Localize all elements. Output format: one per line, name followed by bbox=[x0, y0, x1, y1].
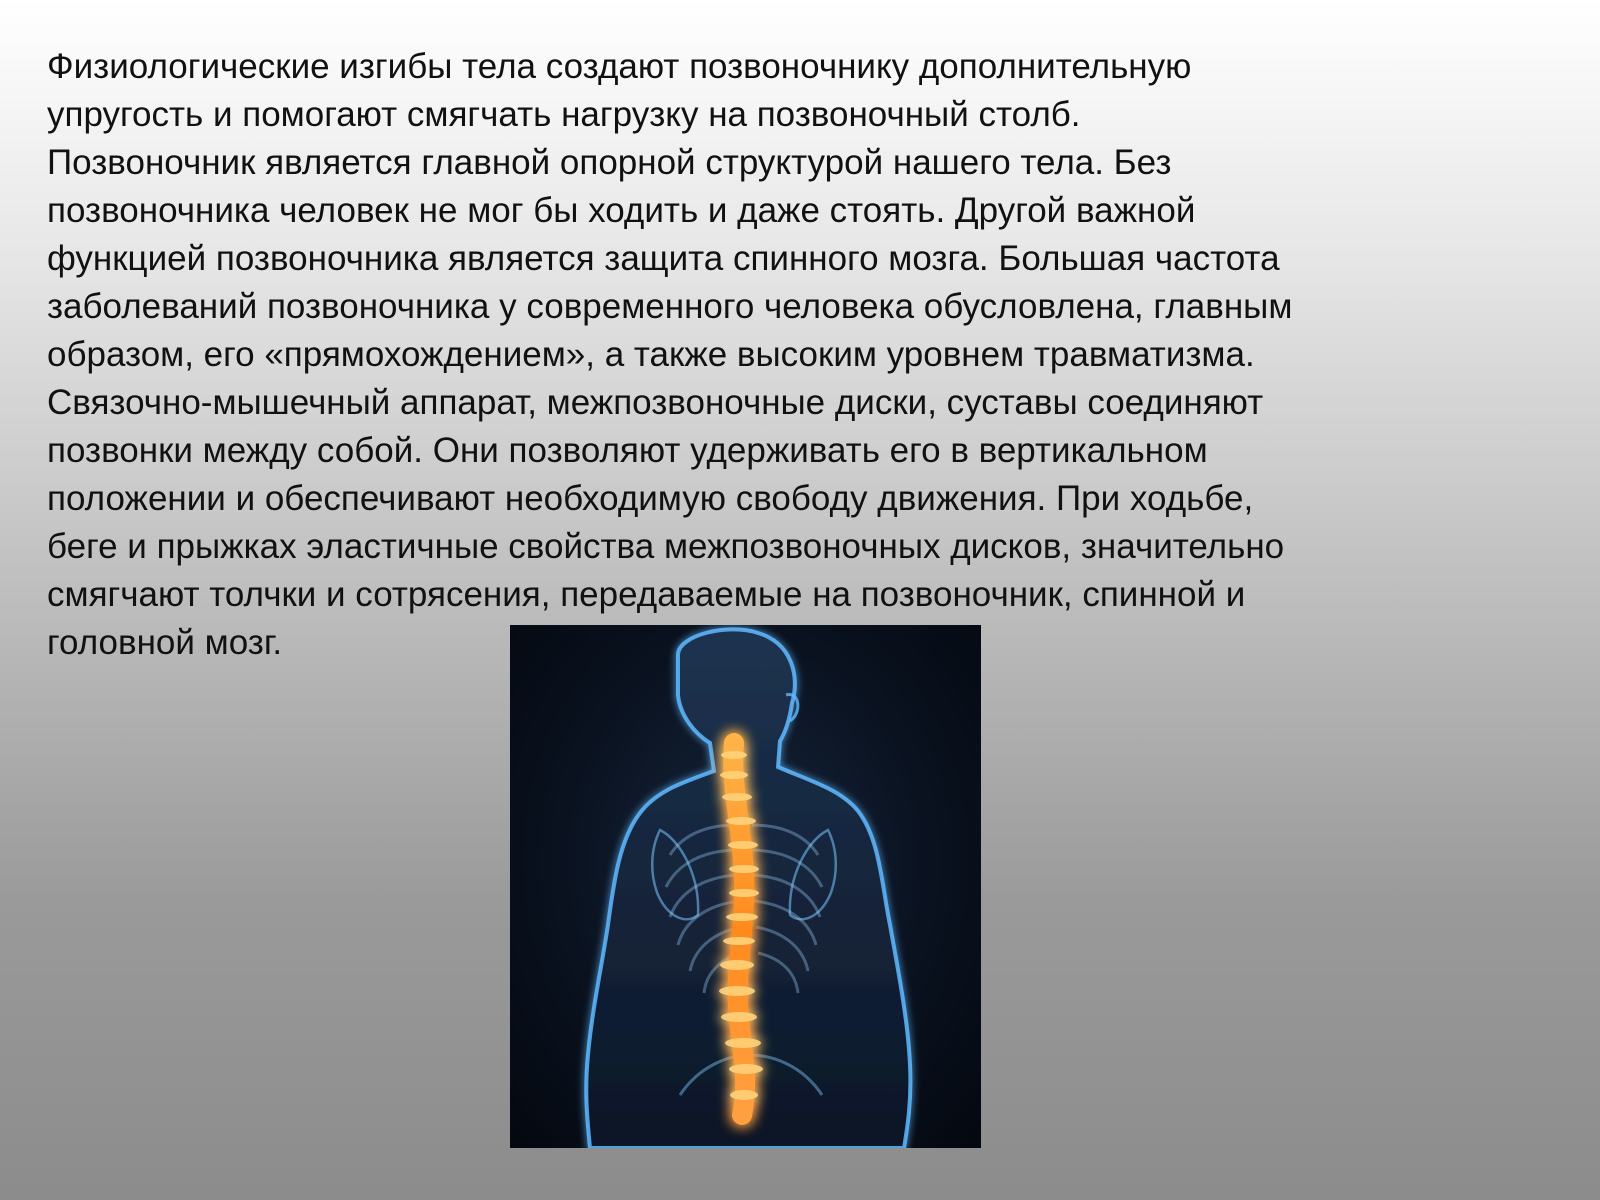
text-line: головной мозг. bbox=[47, 623, 283, 662]
slide-body-text bbox=[47, 43, 1547, 667]
text-line: Связочно-мышечный аппарат, межпозвоночные диски, суставы соединяют bbox=[47, 383, 1264, 422]
text-line: смягчают толчки и сотрясения, передаваемые на позвоночник, спинной и bbox=[47, 575, 1246, 614]
text-line: функцией позвоночника является защита спинного мозга. Большая частота bbox=[47, 239, 1280, 278]
text-line: образом, его «прямохождением», а также высоким уровнем травматизма. bbox=[47, 335, 1255, 374]
text-line: положении и обеспечивают необходимую свободу движения. При ходьбе, bbox=[47, 479, 1254, 518]
text-line: Физиологические изгибы тела создают позвоночнику дополнительную bbox=[47, 47, 1192, 86]
text-line: позвоночника человек не мог бы ходить и даже стоять. Другой важной bbox=[47, 191, 1196, 230]
text-line: Позвоночник является главной опорной структурой нашего тела. Без bbox=[47, 143, 1172, 182]
text-line: беге и прыжках эластичные свойства межпозвоночных дисков, значительно bbox=[47, 527, 1285, 566]
text-line: упругость и помогают смягчать нагрузку на позвоночный столб. bbox=[47, 95, 1081, 134]
spine-xray-illustration bbox=[510, 625, 981, 1148]
text-line: позвонки между собой. Они позволяют удерживать его в вертикальном bbox=[47, 431, 1208, 470]
text-line: заболеваний позвоночника у современного человека обусловлена, главным bbox=[47, 287, 1293, 326]
